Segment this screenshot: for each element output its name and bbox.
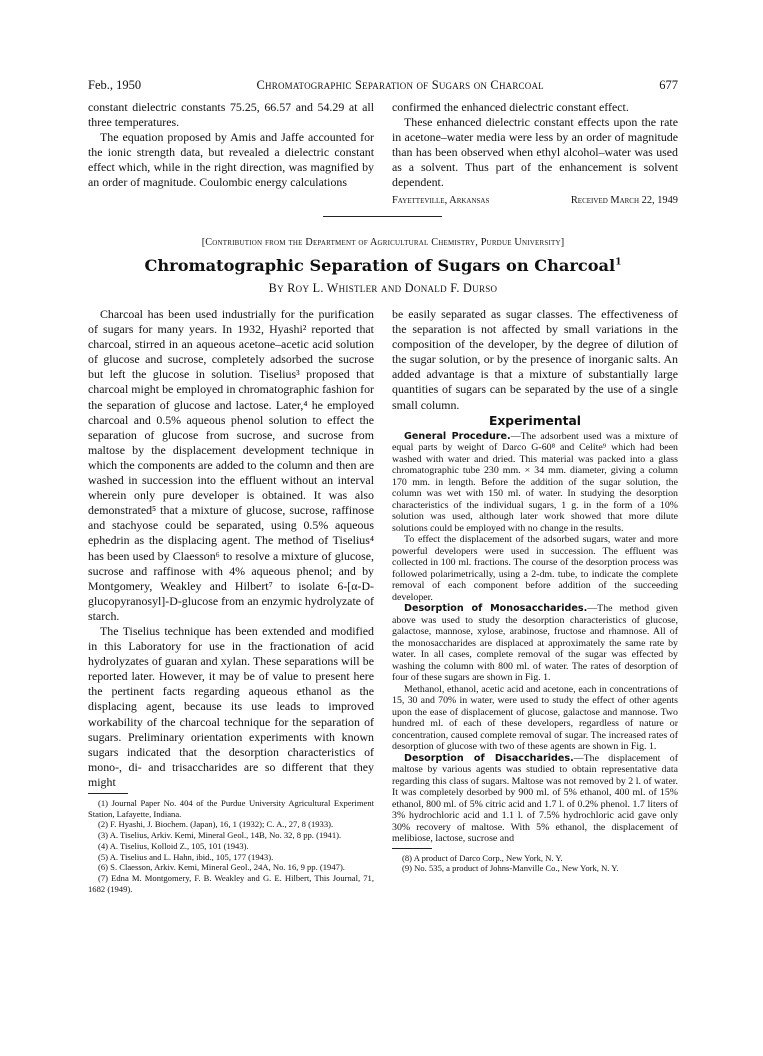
footnote: (7) Edna M. Montgomery, F. B. Weakley and G. E. Hilbert, This Journal, 71, 1682 (1949). [88,872,374,894]
footnote: (1) Journal Paper No. 404 of the Purdue University Agricultural Experiment Station, Lafayette, Indiana. [88,798,374,819]
run-in-heading: Desorption of Disaccharides. [404,752,574,764]
experimental-section [392,431,678,845]
paragraph [392,753,678,845]
signature-line [392,193,678,208]
footnote: (3) A. Tiselius, Arkiv. Kemi, Mineral Geol., 14B, No. 32, 8 pp. (1941). [98,830,342,841]
footnote: (9) No. 535, a product of Johns-Manville Co., New York, N. Y. [402,863,619,874]
paragraph: These enhanced dielectric constant effects upon the rate in acetone–water media were less by an order of magnitude than has been observed when ethyl alcohol–water was used as a solvent. Thus part of the enhancement is solvent dependent. [392,115,678,190]
article-divider [323,216,442,217]
paragraph: The Tiselius technique has been extended and modified in this Laboratory for use in the fractionation of acid hydrolyzates of guaran and xylan. These separations will be reported later. However, it may be of value to present here the pertinent facts regarding aqueous ethanol as the displacing agent, because its use leads to improved workability of the charcoal technique for the separation of sugars. Preliminary orientation experiments with known sugars indicated that the desorption characteristics of mono-, di- and trisaccharides are so different that they might [88,623,374,789]
left-column [88,307,374,894]
page-header [88,78,678,93]
prev-left-column [88,100,374,208]
contribution-line: [Contribution from the Department of Agricultural Chemistry, Purdue University] [201,237,565,248]
article-title [88,256,678,275]
paragraph-text: —The adsorbent used was a mixture of equal parts by weight of Darco G-60⁸ and Celite⁹ which had been washed with water and dried. This material was packed into a glass chromatographic tube 230 mm. × 34 mm. diameter, giving a column 170 mm. in length. Before the addition of the sugar solution, the column was wet with 150 ml. of water. In studying the desorption characteristics of the individual sugars, 1 g. in the form of a 10% solution was used, although later work showed that more dilute solutions could be employed with no change in the results. [392,430,678,534]
article-body [88,307,678,894]
footnote: (5) A. Tiselius and L. Hahn, ibid., 105, 177 (1943). [98,851,274,862]
paragraph: be easily separated as sugar classes. The effectiveness of the separation is not affected by small variations in the composition of the developer, by the degree of dilution of the sugar solution, or by the presence of inorganic salts. An added advantage is that a mixture of substantially large quantities of sugars can be separated by the use of a single small column. [392,307,678,412]
paragraph: constant dielectric constants 75.25, 66.57 and 54.29 at all three temperatures. [88,100,374,130]
paragraph [392,431,678,535]
paragraph-text: Methanol, ethanol, acetic acid and acetone, each in concentrations of 15, 30 and 70% in water, were used to study the effect of other agents upon the ease of displacement of glucose, galactose and mannose. Two hundred ml. of each of these developers, regardless of nature or concentration, caused complete removal of sugar. The increased rates of desorption of glucose with two of these agents are shown in Fig. 1. [392,683,678,753]
paragraph-text: —The displacement of maltose by various agents was studied to obtain representative data regarding this class of sugars. Maltose was not removed by 2 l. of water. It was completely desorbed by 900 ml. of 5% ethanol, 400 ml. of 15% ethanol, 800 ml. of 5% citric acid and 1.7 l. of 0.2% phenol. 1.7 liters of 3% hydrochloric acid and 1.1 l. of 7.5% hydrochloric acid gave only 30% recovery of maltose. With 5% ethanol, the displacement of melibiose, lactose, sucrose and [392,752,678,845]
run-in-heading: Desorption of Monosaccharides. [404,603,588,615]
footnote-rule [88,793,128,794]
title-text: Chromatographic Separation of Sugars on Charcoal [144,256,616,275]
page-number: 677 [659,78,678,92]
authors: By Roy L. Whistler and Donald F. Durso [268,281,498,295]
paragraph [392,684,678,753]
footnotes-left [88,798,374,894]
header-date: Feb., 1950 [88,78,142,92]
paragraph: The equation proposed by Amis and Jaffe accounted for the ionic strength data, but revealed a dielectric constant effect which, while in the right direction, was magnified by an order of magnitude. Coulombic energy calculations [88,130,374,190]
right-column [392,307,678,894]
footnote-rule [392,848,432,849]
footnote: (8) A product of Darco Corp., New York, N. Y. [402,852,563,863]
running-title: Chromatographic Separation of Sugars on Charcoal [256,78,544,92]
previous-article-end [88,100,678,208]
paragraph: confirmed the enhanced dielectric constant effect. [392,100,629,114]
footnotes-right [392,853,678,874]
paragraph-text: To effect the displacement of the adsorbed sugars, water and more powerful developers were used in succession. The effluent was collected in 100 ml. fractions. The course of the desorption process was followed polarimetrically, using a 2-dm. tube, to indicate the complete removal of each component before addition of the succeeding developer. [392,534,678,603]
section-heading: Experimental [488,413,582,428]
footnote: (2) F. Hyashi, J. Biochem. (Japan), 16, 1 (1932); C. A., 27, 8 (1933). [98,819,334,830]
run-in-heading: General Procedure. [404,430,511,442]
paragraph [392,603,678,684]
footnote: (6) S. Claesson, Arkiv. Kemi, Mineral Geol., 24A, No. 16, 9 pp. (1947). [98,862,345,873]
prev-right-column [392,100,678,208]
footnote: (4) A. Tiselius, Kolloid Z., 105, 101 (1943). [98,840,249,851]
paragraph [392,534,678,603]
paragraph: Charcoal has been used industrially for the purification of sugars for many years. In 1932, Hyashi² reported that charcoal, stirred in an aqueous acetone–acetic acid solution of glucose and sucrose, completely adsorbed the sucrose but left the glucose in solution. Tiselius³ proposed that charcoal might be employed in chromatographic fashion for the separation of glucose and lactose. Later,⁴ he employed charcoal and 0.5% aqueous phenol solution to effect the separation of glucose from sucrose, and sucrose from maltose by the displacement development technique in which the components are added to the column and then are washed in succession into the effluent without an interval wherein only pure developer is obtained. It was also demonstrated⁵ that a mixture of glucose, sucrose, raffinose and stachyose could be separated, using 0.5% aqueous ephedrin as the displacing agent. The method of Tiselius⁴ has been used by Claesson⁶ to resolve a mixture of glucose, sucrose and raffinose with 4% aqueous phenol; and by Montgomery, Weakley and Hilbert⁷ to isolate 6-[α-D-glucopyranosyl]-D-glucose from an enzymic hydrolyzate of starch. [88,307,374,623]
received-date: Received March 22, 1949 [570,194,678,206]
place: Fayetteville, Arkansas [392,194,490,206]
title-footnote-mark: 1 [615,257,622,268]
paragraph-text: —The method given above was used to study the desorption characteristics of glucose, galactose, mannose, xylose, arabinose, fructose and rhamnose. All of the monosaccharides are displaced at approximately the same rate by water. In all cases, complete removal of the sugar was effected by washing the column with 800 ml. of water. The rates of desorption of four of these sugars are shown in Fig. 1. [392,603,678,684]
